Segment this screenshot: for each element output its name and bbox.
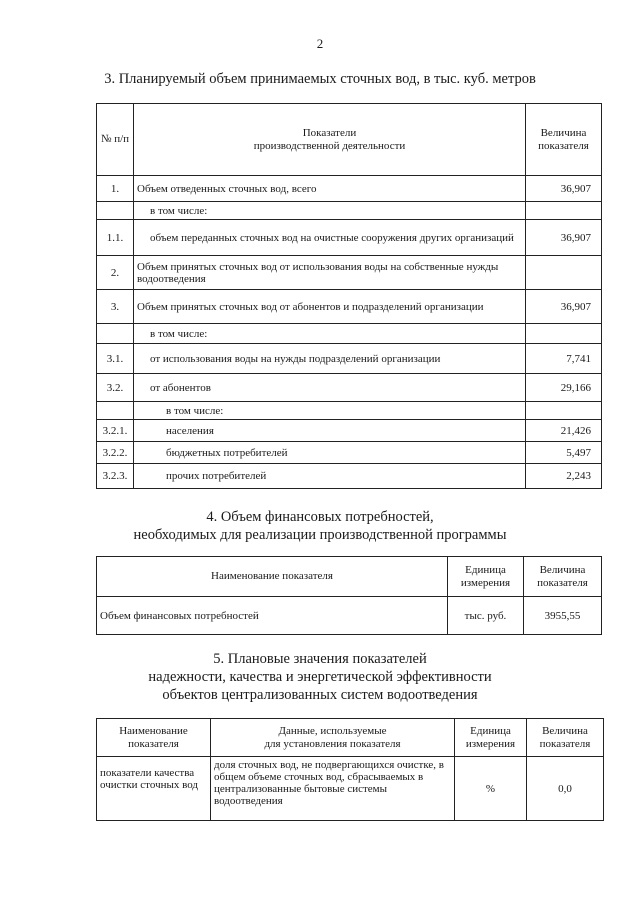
row-name: Объем финансовых потребностей — [97, 597, 448, 635]
table-row — [97, 442, 602, 464]
section4-title-line2: необходимых для реализации производственной программы — [133, 527, 507, 543]
table-row — [97, 176, 602, 202]
table-row — [97, 220, 602, 256]
header-name: Наименование показателя — [97, 557, 448, 597]
row-name: от абонентов — [134, 374, 526, 402]
header-data-line2: для установления показателя — [264, 737, 401, 750]
header-unit: Единица измерения — [455, 719, 527, 757]
header-name: Наименование показателя — [97, 719, 211, 757]
row-value — [526, 202, 602, 220]
table-header-row — [97, 719, 604, 757]
header-data-line1: Данные, используемые — [278, 724, 387, 737]
header-indicators-line2: производственной деятельности — [253, 139, 406, 152]
row-name: Объем принятых сточных вод от использования воды на собственные нужды водоотведения — [134, 256, 526, 290]
row-name: от использования воды на нужды подразделений организации — [134, 344, 526, 374]
row-num — [97, 324, 134, 344]
section5-title-line2: надежности, качества и энергетической эффективности — [148, 669, 492, 685]
row-value: 21,426 — [526, 420, 602, 442]
row-num: 3.1. — [97, 344, 134, 374]
row-value — [526, 402, 602, 420]
row-value — [526, 324, 602, 344]
row-value: 36,907 — [526, 176, 602, 202]
section3-title: 3. Планируемый объем принимаемых сточных вод, в тыс. куб. метров — [104, 71, 536, 87]
header-data — [211, 719, 455, 757]
row-data: доля сточных вод, не подвергающихся очистке, в общем объеме сточных вод, сбрасываемых в централизованные бытовые системы водоотведения — [211, 757, 455, 821]
row-num — [97, 402, 134, 420]
row-value: 7,741 — [526, 344, 602, 374]
row-num: 1. — [97, 176, 134, 202]
table-row — [97, 324, 602, 344]
table-row — [97, 420, 602, 442]
row-num — [97, 202, 134, 220]
section5-title-line3: объектов централизованных систем водоотведения — [162, 687, 478, 703]
table-row — [97, 757, 604, 821]
row-num: 1.1. — [97, 220, 134, 256]
row-name: населения — [134, 420, 526, 442]
section5-title-line1: 5. Плановые значения показателей — [213, 651, 427, 667]
row-num: 3.2.1. — [97, 420, 134, 442]
planned-indicators-table — [96, 718, 604, 821]
table-header-row — [97, 557, 602, 597]
header-indicators — [134, 104, 526, 176]
financial-needs-table — [96, 556, 602, 635]
row-num: 3.2.3. — [97, 464, 134, 489]
row-value: 29,166 — [526, 374, 602, 402]
row-name: бюджетных потребителей — [134, 442, 526, 464]
header-value: Величина показателя — [524, 557, 602, 597]
row-name: Объем отведенных сточных вод, всего — [134, 176, 526, 202]
section5-title — [0, 650, 640, 704]
table-row — [97, 290, 602, 324]
row-num: 2. — [97, 256, 134, 290]
table-row — [97, 374, 602, 402]
row-value: 0,0 — [527, 757, 604, 821]
table-header-row — [97, 104, 602, 176]
row-value: 3955,55 — [524, 597, 602, 635]
header-value: Величина показателя — [527, 719, 604, 757]
table-row — [97, 202, 602, 220]
row-name: объем переданных сточных вод на очистные сооружения других организаций — [134, 220, 526, 256]
header-unit: Единица измерения — [448, 557, 524, 597]
row-value: 36,907 — [526, 290, 602, 324]
row-name: в том числе: — [134, 202, 526, 220]
row-unit: тыс. руб. — [448, 597, 524, 635]
row-num: 3.2.2. — [97, 442, 134, 464]
row-value — [526, 256, 602, 290]
header-value: Величина показателя — [526, 104, 602, 176]
wastewater-volume-table — [96, 103, 602, 489]
row-name: Объем принятых сточных вод от абонентов и подразделений организации — [134, 290, 526, 324]
section4-title-line1: 4. Объем финансовых потребностей, — [206, 509, 434, 525]
row-value: 2,243 — [526, 464, 602, 489]
row-num: 3. — [97, 290, 134, 324]
table-row — [97, 256, 602, 290]
row-name: прочих потребителей — [134, 464, 526, 489]
table-row — [97, 344, 602, 374]
row-value: 36,907 — [526, 220, 602, 256]
table-row — [97, 402, 602, 420]
row-name: показатели качества очистки сточных вод — [97, 757, 211, 821]
row-unit: % — [455, 757, 527, 821]
row-num: 3.2. — [97, 374, 134, 402]
header-num: № п/п — [97, 104, 134, 176]
page-number: 2 — [316, 36, 324, 51]
table-row — [97, 597, 602, 635]
section4-title — [0, 508, 640, 544]
table-row — [97, 464, 602, 489]
row-name: в том числе: — [134, 324, 526, 344]
row-value: 5,497 — [526, 442, 602, 464]
header-indicators-line1: Показатели — [302, 126, 357, 139]
row-name: в том числе: — [134, 402, 526, 420]
